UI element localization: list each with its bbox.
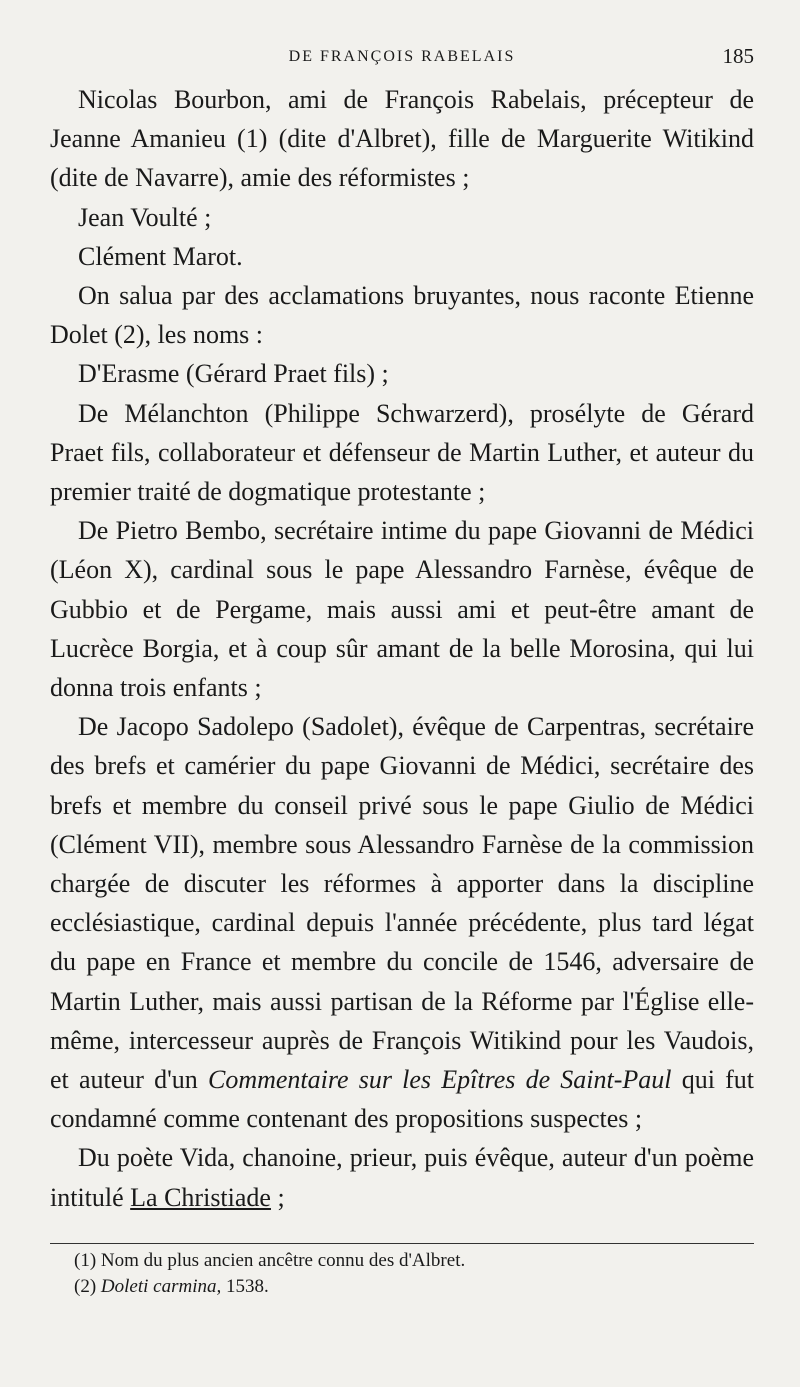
footnote-1: (1) Nom du plus ancien ancêtre connu des d'Albret. bbox=[74, 1249, 466, 1271]
paragraph-marot: Clément Marot. bbox=[78, 241, 243, 271]
sadolet-text: De Jacopo Sadolepo (Sadolet), évêque de Carpentras, secrétaire des brefs et camérier du pape Giovanni de Médici, secrétaire des brefs et membre du conseil privé sous le pape Giulio de Médici (Clément VII), membre sous Alessandro Farnèse de la commission chargée de discuter les réformes à apporter dans la discipline ecclésiastique, cardinal depuis l'année précédente, plus tard légat du pape en France et membre du concile de 1546, adversaire de Martin Luther, mais aussi partisan de la Réforme par l'Église elle-même, intercesseur auprès de François Witikind pour les Vaudois, et auteur d'un bbox=[50, 712, 754, 1095]
paragraph-bembo: De Pietro Bembo, secrétaire intime du pape Giovanni de Médici (Léon X), cardinal sous le pape Alessandro Farnèse, évêque de Gubbio et de Pergame, mais aussi ami et peut-être amant de Lucrèce Borgia, et à coup sûr amant de la belle Morosina, qui lui donna trois enfants ; bbox=[50, 516, 754, 703]
page-number: 185 bbox=[722, 44, 754, 68]
running-title: DE FRANÇOIS RABELAIS bbox=[288, 48, 516, 65]
footnotes bbox=[50, 1248, 754, 1300]
footnote-2-year: 1538. bbox=[221, 1275, 269, 1297]
footnote-2-title: Doleti carmina, bbox=[100, 1275, 222, 1297]
paragraph-melanchton: De Mélanchton (Philippe Schwarzerd), prosélyte de Gérard Praet fils, collaborateur et défenseur de Martin Luther, et auteur du premier traité de dogmatique protestante ; bbox=[50, 398, 754, 507]
footnote-rule bbox=[50, 1243, 754, 1244]
body-text bbox=[50, 80, 754, 1217]
running-head bbox=[50, 40, 754, 80]
paragraph-erasme: D'Erasme (Gérard Praet fils) ; bbox=[78, 359, 389, 389]
paragraph-bourbon: Nicolas Bourbon, ami de François Rabelais, précepteur de Jeanne Amanieu (1) (dite d'Albret), fille de Marguerite Witikind (dite de Navarre), amie des réformistes ; bbox=[50, 85, 754, 193]
paragraph-sadolet bbox=[50, 707, 754, 1138]
vida-text-end: ; bbox=[270, 1182, 285, 1212]
footnote-2 bbox=[74, 1274, 754, 1300]
paragraph-voulte: Jean Voulté ; bbox=[78, 202, 212, 232]
commentaire-title: Commentaire sur les Epîtres de Saint-Paul bbox=[207, 1065, 672, 1095]
paragraph-acclamations: On salua par des acclamations bruyantes, nous raconte Etienne Dolet (2), les noms : bbox=[50, 281, 754, 350]
christiade-title: La Christiade bbox=[130, 1182, 271, 1212]
paragraph-vida bbox=[50, 1138, 754, 1216]
footnote-2-number: (2) bbox=[74, 1275, 101, 1297]
sadolet-text-end: qui fut condamné comme contenant des propositions suspectes ; bbox=[50, 1065, 754, 1134]
vida-text: Du poète Vida, chanoine, prieur, puis évêque, auteur d'un poème intitulé bbox=[50, 1143, 754, 1212]
